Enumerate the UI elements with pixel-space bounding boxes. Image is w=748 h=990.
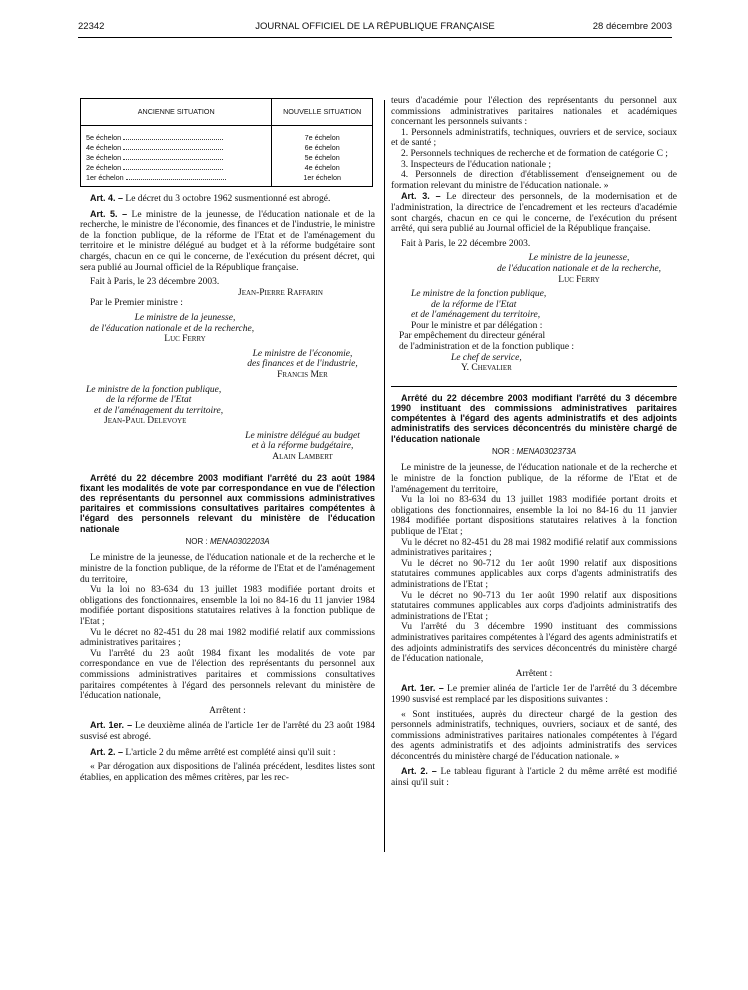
article-1: Art. 1er. – Le deuxième alinéa de l'article 1er de l'arrêté du 23 août 1984 susvisé est abrogé.: [80, 720, 375, 742]
paragraph: Vu le décret no 82-451 du 28 mai 1982 modifié relatif aux commissions administratives paritaires ;: [80, 627, 375, 649]
article-3: Art. 3. – Le directeur des personnels, de la modernisation et de l'administration, la directrice de l'encadrement et les recteurs d'académie sont chargés, chacun en ce qui le concerne, de l'exécution du présent arrêté, qui sera publié au Journal officiel de la République française.: [391, 191, 678, 235]
article-2: Art. 2. – L'article 2 du même arrêté est complété ainsi qu'il suit :: [90, 746, 336, 758]
header-rule: [78, 37, 672, 38]
paragraph: Vu la loi no 83-634 du 13 juillet 1983 modifiée portant droits et obligations des fonctionnaires, ensemble la loi no 84-16 du 11 janvier 1984 modifiée portant dispositions statutaires relatives à la fonction publique de l'Etat ;: [80, 585, 375, 628]
quote: « Sont instituées, auprès du directeur chargé de la gestion des personnels administratifs, techniques, ouvriers, sociaux et de santé, des commissions administratives paritaires nationales compétentes à l'égard des agents administratifs et des adjoints administratifs des services déconcentrés du ministère chargé de l'éducation nationale. »: [391, 709, 677, 762]
list-item: 1. Personnels administratifs, techniques, ouvriers et de service, sociaux et de santé ;: [391, 127, 677, 149]
fait-a-paris: Fait à Paris, le 22 décembre 2003.: [401, 238, 531, 249]
old-situation-cell: [81, 126, 272, 187]
table-row: 4e échelon: [304, 163, 340, 172]
signature-block: Le ministre de la fonction publique, de la réforme de l'Etat et de l'aménagement du territoire, Pour le ministre et par délégation : Par empêchement du directeur général de l'administration et de la fonction publique : Le chef de service, Y. Chevalier: [399, 289, 575, 374]
arrete-title: Arrêté du 22 décembre 2003 modifiant l'arrêté du 3 décembre 1990 instituant des commissions administratives paritaires compétentes à l'égard des agents administratifs et des adjoints administratifs des services déconcentrés du ministère chargé de l'éducation nationale: [391, 392, 677, 444]
paragraph: Vu le décret no 90-713 du 1er août 1990 relatif aux dispositions statutaires communes applicables aux corps d'adjoints administratifs des administrations de l'Etat ;: [391, 590, 677, 622]
paragraph: Vu l'arrêté du 23 août 1984 fixant les modalités de vote par correspondance en vue de l'élection des représentants du personnel aux commissions administratives paritaires et commissions consultatives paritaires compétentes à l'égard des personnels relevant du ministère de l'éducation nationale,: [80, 648, 375, 702]
new-situation-cell: [272, 126, 373, 187]
paragraph: Vu le décret no 90-712 du 1er août 1990 relatif aux dispositions statutaires communes applicables aux corps d'agents administratifs des administrations de l'Etat ;: [391, 558, 677, 590]
list-item: 2. Personnels techniques de recherche et de formation de catégorie C ;: [401, 148, 668, 159]
echelon-table: [80, 98, 373, 187]
signature-block: Le ministre délégué au budget et à la réforme budgétaire, Alain Lambert: [245, 430, 360, 463]
article-5: Art. 5. – Le ministre de la jeunesse, de l'éducation nationale et de la recherche, le ministre de l'économie, des finances et de l'industrie, le ministre de la fonction publique, de la réforme de l'Etat et de l'aménagement du territoire et le ministre délégué au budget et à la réforme budgétaire sont chargés, chacun en ce qui le concerne, de l'exécution du présent décret, qui sera publié au Journal officiel de la République française.: [80, 208, 376, 273]
section-rule: [391, 386, 677, 387]
paragraph: Vu la loi no 83-634 du 13 juillet 1983 modifiée portant droits et obligations des fonctionnaires, ensemble la loi no 84-16 du 11 janvier 1984 modifiée portant dispositions statutaires relatives à la fonction publique de l'Etat ;: [391, 495, 677, 538]
issue-date: 28 décembre 2003: [592, 21, 672, 32]
quote: « Par dérogation aux dispositions de l'alinéa précédent, lesdites listes sont établies, en application des mêmes critères, par les rec-: [80, 762, 375, 783]
table-row: 5e échelon: [304, 153, 340, 162]
signature-block: Le ministre de la jeunesse, de l'éducation nationale et de la recherche, Luc Ferry: [496, 253, 662, 285]
signature-block: Le ministre de l'économie, des finances et de l'industrie, Francis Mer: [247, 348, 358, 380]
page-number: 22342: [78, 21, 105, 32]
arrete-title: Arrêté du 22 décembre 2003 modifiant l'arrêté du 23 août 1984 fixant les modalités de vote par correspondance en vue de l'élection des représentants du personnel aux commissions administratives paritaires et commissions consultatives paritaires compétentes à l'égard des personnels relevant du ministère de l'éducation nationale: [80, 472, 375, 534]
table-row: 5e échelon: [86, 133, 266, 143]
list-item: 4. Personnels de direction d'établissement d'enseignement ou de formation relevant du ministre de l'éducation nationale. »: [391, 170, 677, 191]
table-row: 2e échelon: [86, 163, 266, 173]
paragraph: teurs d'académie pour l'élection des représentants du personnel aux commissions administratives paritaires nationales et académiques concernant les personnels suivants :: [391, 96, 677, 128]
fait-a-paris: Fait à Paris, le 23 décembre 2003.: [90, 277, 220, 288]
paragraph: Le ministre de la jeunesse, de l'éducation nationale et de la recherche et le ministre de la fonction publique, de la réforme de l'Etat et de l'aménagement du territoire,: [80, 553, 375, 585]
nor-reference: NOR : MENA0302373A: [491, 446, 577, 456]
arretent: Arrêtent :: [209, 705, 246, 716]
paragraph: Vu l'arrêté du 3 décembre 1990 instituant des commissions administratives paritaires compétentes à l'égard des agents administratifs et des adjoints administratifs des services déconcentrés du ministère chargé de l'éducation nationale,: [391, 622, 677, 665]
table-header-new: NOUVELLE SITUATION: [272, 99, 373, 126]
table-header-old: ANCIENNE SITUATION: [81, 99, 272, 126]
paragraph: Le ministre de la jeunesse, de l'éducation nationale et de la recherche et le ministre de la fonction publique, de la réforme de l'Etat et de l'aménagement du territoire,: [391, 463, 677, 495]
table-row: 3e échelon: [86, 153, 266, 163]
table-row: 4e échelon: [86, 143, 266, 153]
table-row: 1er échelon: [86, 173, 266, 183]
article-1: Art. 1er. – Le premier alinéa de l'article 1er de l'arrêté du 3 décembre 1990 susvisé est remplacé par les dispositions suivantes :: [391, 683, 677, 705]
table-row: 6e échelon: [304, 143, 340, 152]
nor-reference: NOR : MENA0302203A: [185, 536, 270, 546]
article-2: Art. 2. – Le tableau figurant à l'article 2 du même arrêté est modifié ainsi qu'il suit :: [391, 766, 678, 789]
signature-block: Le ministre de la fonction publique, de la réforme de l'Etat et de l'aménagement du territoire, Jean-Paul Delevoye: [86, 384, 224, 427]
par-premier-ministre: Par le Premier ministre :: [90, 298, 183, 309]
right-column: [391, 96, 677, 789]
article-4: Art. 4. – Le décret du 3 octobre 1962 susmentionné est abrogé.: [90, 193, 331, 204]
signature-block: Le ministre de la jeunesse, de l'éducation nationale et de la recherche, Luc Ferry: [90, 312, 255, 345]
paragraph: Vu le décret no 82-451 du 28 mai 1982 modifié relatif aux commissions administratives paritaires ;: [391, 537, 677, 559]
column-divider: [384, 100, 385, 852]
table-row: 7e échelon: [304, 133, 340, 142]
arretent: Arrêtent :: [515, 668, 553, 679]
page-header: [78, 21, 672, 37]
journal-title: JOURNAL OFFICIEL DE LA RÉPUBLIQUE FRANÇAISE: [255, 21, 495, 32]
pm-signature: Jean-Pierre Raffarin: [238, 287, 323, 298]
left-column: [80, 98, 375, 783]
list-item: 3. Inspecteurs de l'éducation nationale ;: [401, 159, 551, 170]
table-row: 1er échelon: [303, 173, 341, 182]
